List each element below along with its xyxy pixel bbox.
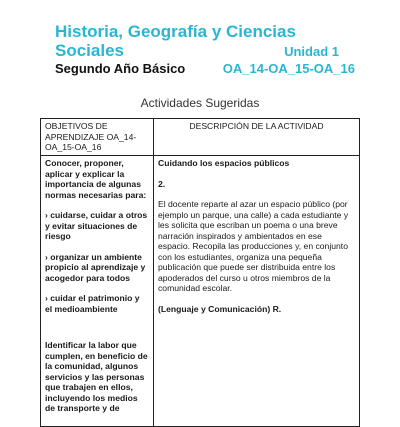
objective-item: Identificar la labor que cumplen, en beneficio de la comunidad, algunos servicios y las personas que trabajen en ellos, incluyendo los medios de transporte y de <box>45 340 148 413</box>
objectives-column-header: OBJETIVOS DE APRENDIZAJE OA_14-OA_15-OA_16 <box>41 119 154 156</box>
description-column-header: DESCRIPCIÓN DE LA ACTIVIDAD <box>154 119 360 156</box>
grade-label: Segundo Año Básico <box>55 61 186 76</box>
objective-codes: OA_14-OA_15-OA_16 <box>222 61 355 76</box>
table-header-row <box>41 119 360 156</box>
activity-reference: (Lenguaje y Comunicación) R. <box>158 303 282 314</box>
subject-title-line1: Historia, Geografía y Ciencias <box>55 22 296 41</box>
activity-title: Cuidando los espacios públicos <box>158 158 290 168</box>
objectives-cell <box>41 156 154 427</box>
subject-title-line2: Sociales <box>55 41 124 60</box>
table-row <box>41 156 360 427</box>
objective-item: › cuidar el patrimonio y el medioambiente <box>45 293 140 314</box>
document-header <box>55 22 355 76</box>
section-title: Actividades Sugeridas <box>140 96 260 110</box>
objective-item: › cuidarse, cuidar a otros y evitar situaciones de riesgo <box>45 210 148 241</box>
activity-number: 2. <box>158 178 166 189</box>
title-unit-row <box>55 41 355 60</box>
unit-label: Unidad 1 <box>284 44 339 59</box>
objective-item: › organizar un ambiente propicio al aprendizaje y acogedor para todos <box>45 251 146 283</box>
grade-codes-row <box>55 61 355 76</box>
activities-table <box>40 118 360 427</box>
activity-description: El docente reparte al azar un espacio público (por ejemplo un parque, una calle) a cada estudiante y les solicita que escriban un poema o una breve narración inspirados y ambientados en ese espacio. Recopila las producciones y, en conjunto con los estudiantes, organiza una pequeña publicación que puede ser distribuida entre los apoderados del curso u otros miembros de la comunidad escolar. <box>158 199 349 293</box>
objective-item: Conocer, proponer, aplicar y explicar la importancia de algunas normas necesarias para: <box>45 158 147 200</box>
activity-cell <box>154 156 360 427</box>
